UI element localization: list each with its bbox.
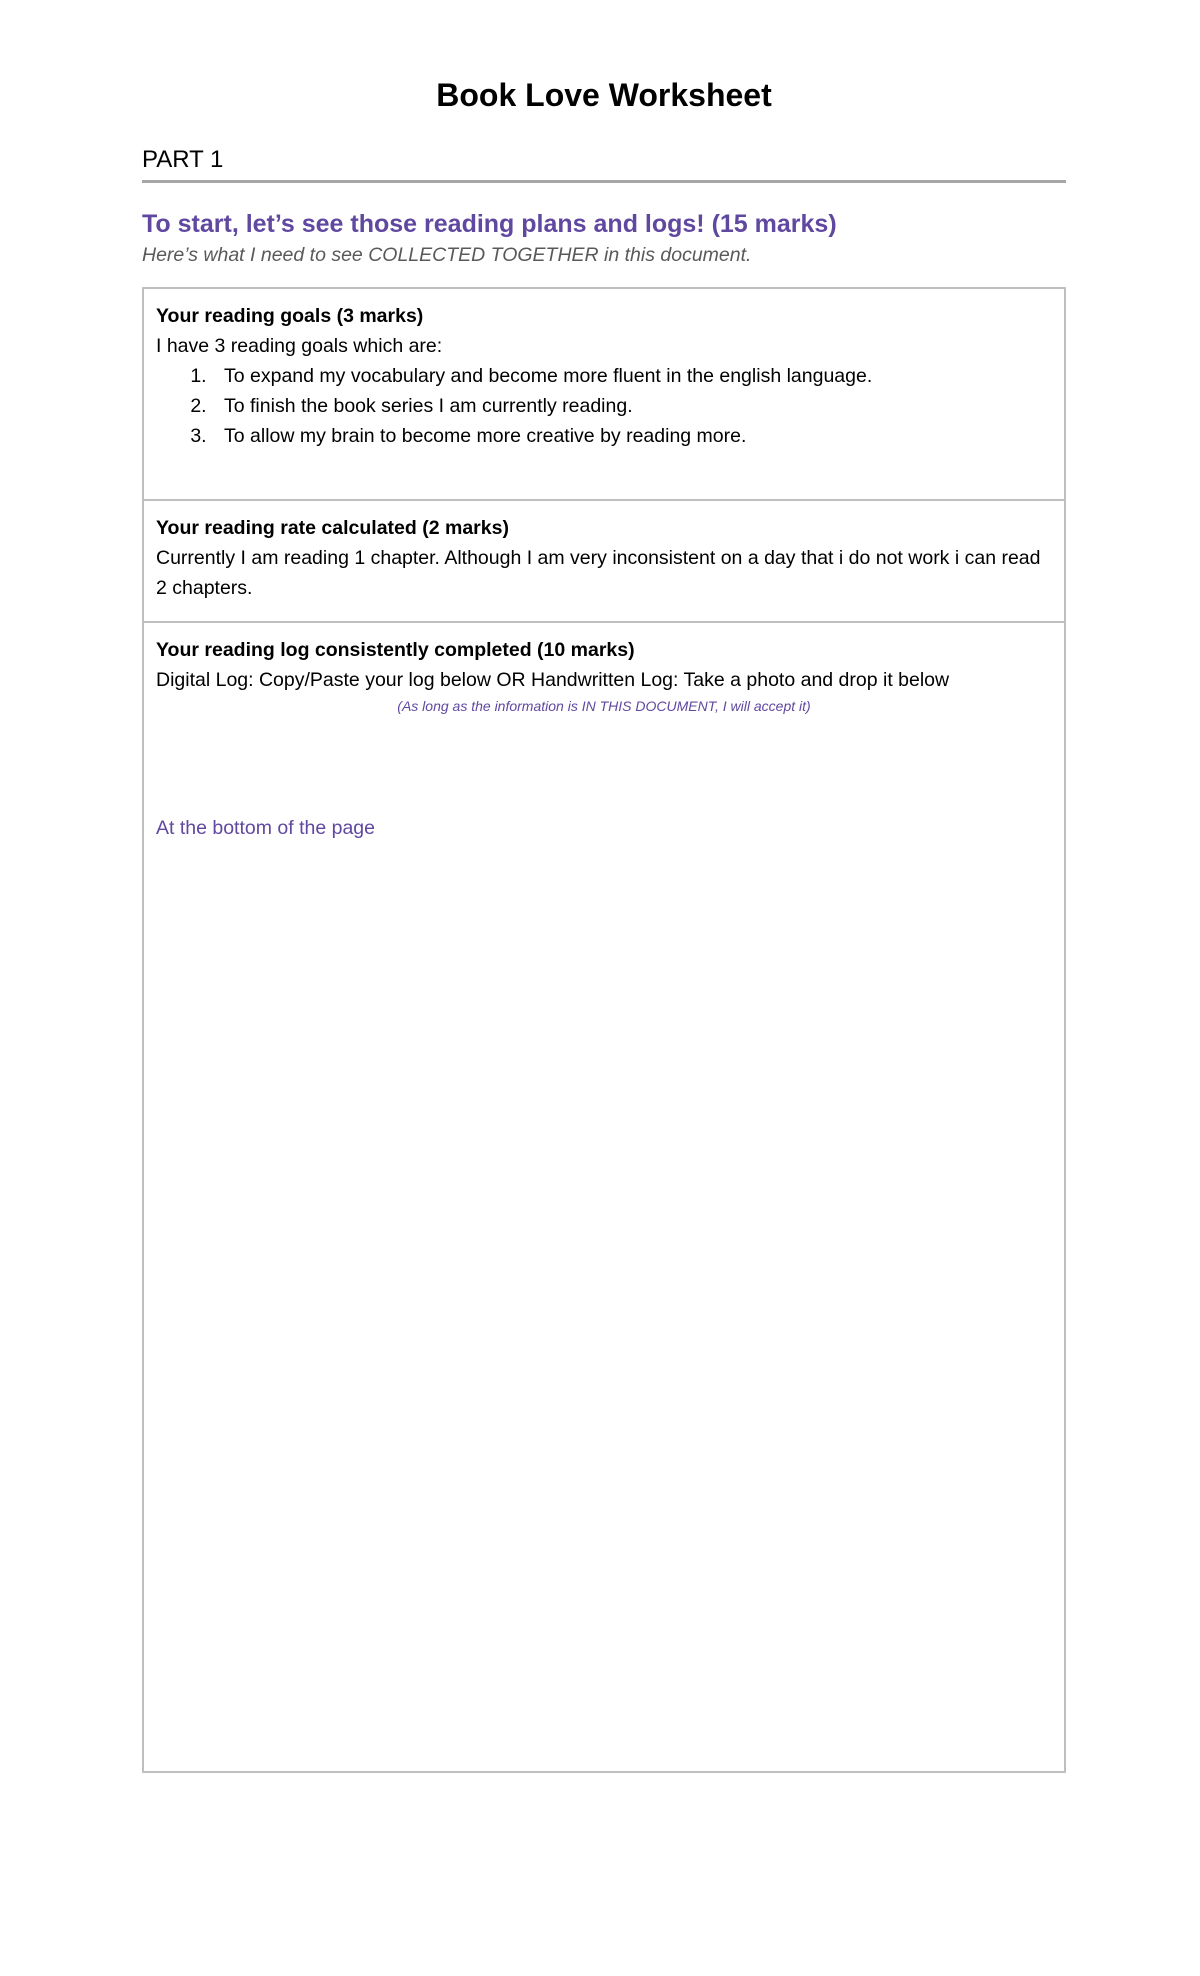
document-title: Book Love Worksheet bbox=[436, 77, 772, 113]
reading-log-cell[interactable] bbox=[144, 623, 1064, 1771]
reading-log-note: (As long as the information is IN THIS DOCUMENT, I will accept it) bbox=[397, 698, 811, 714]
reading-log-entry: At the bottom of the page bbox=[156, 817, 375, 839]
reading-rate-text: Currently I am reading 1 chapter. Although I am very inconsistent on a day that i do not work i can read 2 chapters. bbox=[156, 547, 1041, 599]
reading-goal-item: 3. To allow my brain to become more creative by reading more. bbox=[212, 421, 1052, 451]
reading-rate-label: Your reading rate calculated (2 marks) bbox=[156, 517, 509, 539]
part-heading: PART 1 bbox=[142, 144, 1066, 183]
reading-log-label: Your reading log consistently completed (10 marks) bbox=[156, 639, 635, 661]
requirements-table bbox=[142, 287, 1066, 1773]
reading-goals-cell[interactable] bbox=[144, 289, 1064, 501]
section-subheading: Here’s what I need to see COLLECTED TOGETHER in this document. bbox=[142, 244, 752, 266]
reading-log-instructions: Digital Log: Copy/Paste your log below OR Handwritten Log: Take a photo and drop it below bbox=[156, 669, 950, 691]
reading-rate-cell[interactable] bbox=[144, 501, 1064, 623]
reading-goals-label: Your reading goals (3 marks) bbox=[156, 305, 424, 327]
reading-goal-item: 1. To expand my vocabulary and become more fluent in the english language. bbox=[212, 361, 1052, 391]
worksheet-page bbox=[142, 70, 1066, 1773]
reading-goals-intro: I have 3 reading goals which are: bbox=[156, 335, 443, 357]
section-heading: To start, let’s see those reading plans and logs! (15 marks) bbox=[142, 210, 837, 238]
reading-goals-list bbox=[156, 361, 1052, 451]
reading-goal-item: 2. To finish the book series I am currently reading. bbox=[212, 391, 1052, 421]
